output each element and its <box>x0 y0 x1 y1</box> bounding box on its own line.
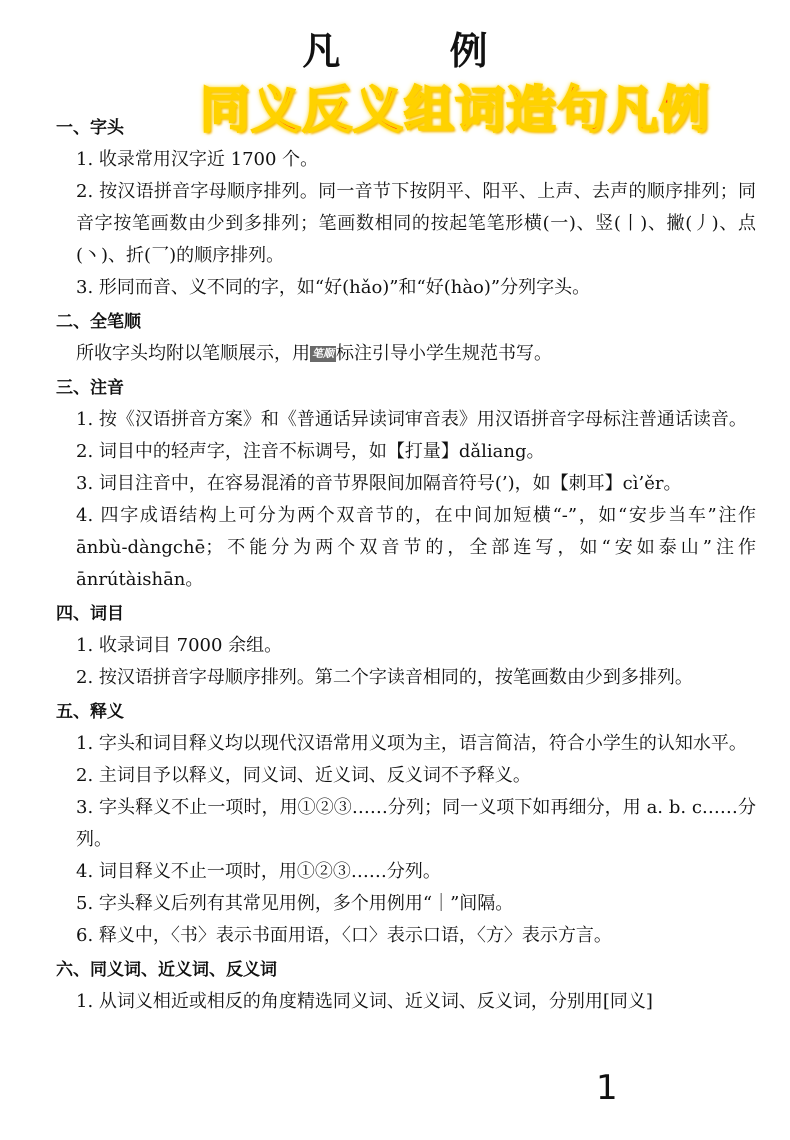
list-item: 5. 字头释义后列有其常见用例，多个用例用“｜”间隔。 <box>76 893 514 914</box>
list-item: 1. 收录常用汉字近 1700 个。 <box>76 149 319 170</box>
list-item: 1. 从词义相近或相反的角度精选同义词、近义词、反义词，分别用[同义] <box>76 991 653 1012</box>
list-item: 3. 形同而音、义不同的字，如“好(hǎo)”和“好(hào)”分列字头。 <box>76 277 591 298</box>
text-span: 所收字头均附以笔顺展示，用 <box>76 343 310 364</box>
section-heading: 二、全笔顺 <box>56 312 141 332</box>
list-item: 6. 释义中，〈书〉表示书面用语，〈口〉表示口语，〈方〉表示方言。 <box>76 925 612 946</box>
list-item: 2. 主词目予以释义，同义词、近义词、反义词不予释义。 <box>76 765 531 786</box>
section-heading: 一、字头 <box>56 118 124 138</box>
section-heading: 五、释义 <box>56 702 124 722</box>
list-item <box>56 338 756 370</box>
list-item: 1. 按《汉语拼音方案》和《普通话异读词审音表》用汉语拼音字母标注普通话读音。 <box>76 409 747 430</box>
page-title: 凡 例 <box>302 29 536 73</box>
page-number: 1 <box>596 1068 618 1108</box>
list-item: 2. 按汉语拼音字母顺序排列。同一音节下按阴平、阳平、上声、去声的顺序排列；同音字按笔画数由少到多排列；笔画数相同的按起笔笔形横(一)、竖(丨)、撇(丿)、点(丶)、折(乛)的顺序排列。 <box>76 181 756 266</box>
section-heading: 三、注音 <box>56 378 124 398</box>
banner-title: 同义反义组词造句凡例 <box>200 81 710 139</box>
list-item: 3. 词目注音中，在容易混淆的音节界限间加隔音符号(’)，如【刺耳】cì’ěr。 <box>76 473 682 494</box>
document-body <box>56 110 756 1018</box>
list-item: 1. 字头和词目释义均以现代汉语常用义项为主，语言简洁，符合小学生的认知水平。 <box>76 733 747 754</box>
list-item: 2. 按汉语拼音字母顺序排列。第二个字读音相同的，按笔画数由少到多排列。 <box>76 667 693 688</box>
list-item: 4. 词目释义不止一项时，用①②③……分列。 <box>76 861 441 882</box>
list-item: 4. 四字成语结构上可分为两个双音节的，在中间加短横“-”，如“安步当车”注作 ānbù-dàngchē；不能分为两个双音节的，全部连写，如“安如泰山”注作 ānrútàishān。 <box>76 505 756 590</box>
text-span: 标注引导小学生规范书写。 <box>336 343 552 364</box>
list-item: 2. 词目中的轻声字，注音不标调号，如【打量】dǎliang。 <box>76 441 545 462</box>
list-item: 1. 收录词目 7000 余组。 <box>76 635 283 656</box>
list-item: 3. 字头释义不止一项时，用①②③……分列；同一义项下如再细分，用 a. b. c……分列。 <box>76 797 756 850</box>
section-heading: 六、同义词、近义词、反义词 <box>56 960 277 980</box>
stroke-order-badge: 笔顺 <box>312 347 334 360</box>
section-heading: 四、词目 <box>56 604 124 624</box>
